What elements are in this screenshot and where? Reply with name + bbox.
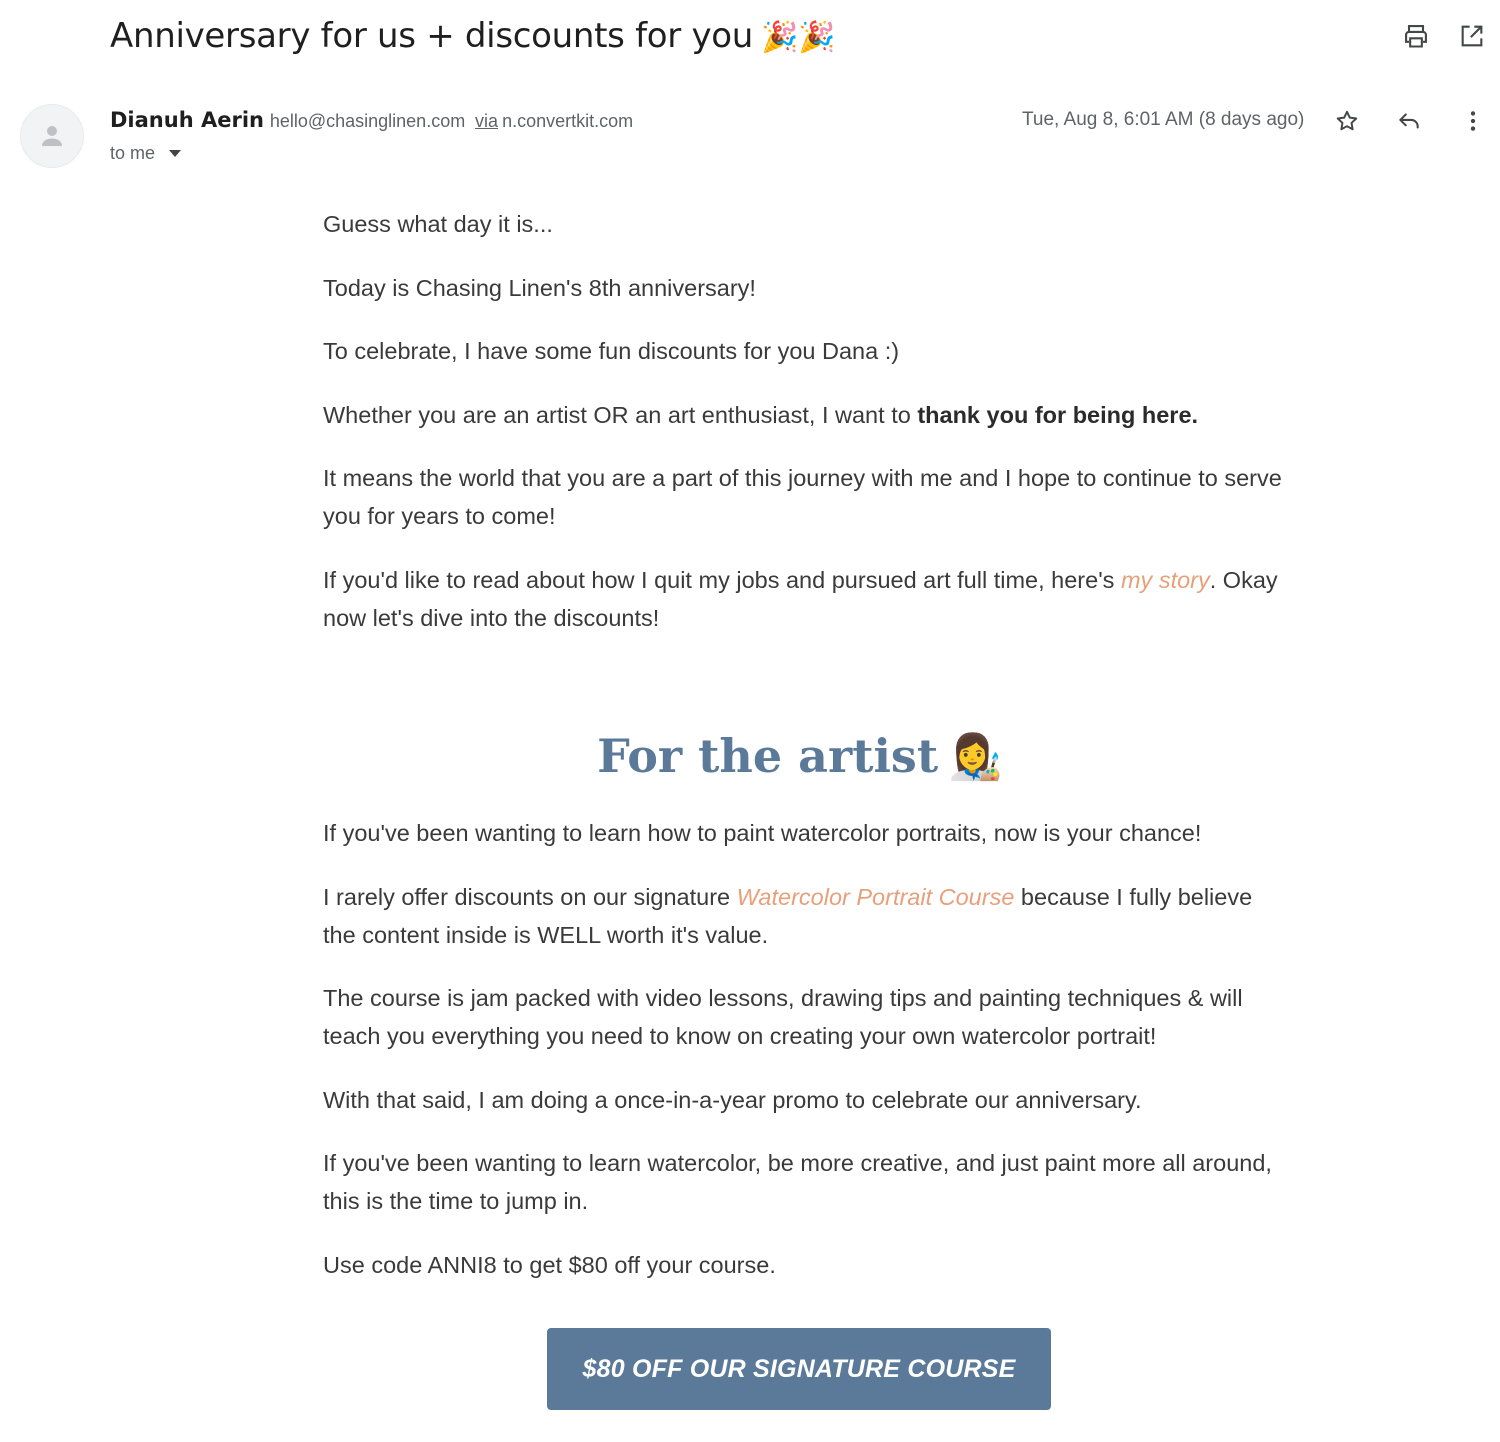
body-paragraph [323, 561, 1283, 637]
body-paragraph: The course is jam packed with video lessons, drawing tips and painting techniques & will teach you everything you need to know on creating your own watercolor portrait! [323, 985, 1243, 1049]
sender-name[interactable]: Dianuh Aerin [110, 108, 264, 132]
body-paragraph: If you've been wanting to learn watercolor, be more creative, and just paint more all around, this is the time to jump in. [323, 1150, 1272, 1214]
email-date: Tue, Aug 8, 6:01 AM (8 days ago) [1022, 109, 1305, 130]
body-text: I rarely offer discounts on our signature [323, 883, 737, 910]
print-icon[interactable] [1400, 20, 1432, 52]
body-paragraph: Guess what day it is... [323, 211, 553, 237]
person-icon [37, 121, 67, 151]
sender-email: hello@chasinglinen.com [269, 111, 466, 131]
body-paragraph: To celebrate, I have some fun discounts for you Dana :) [323, 338, 900, 364]
body-paragraph: It means the world that you are a part of this journey with me and I hope to continue to serve you for years to come! [323, 465, 1282, 529]
body-paragraph: Today is Chasing Linen's 8th anniversary! [323, 274, 756, 301]
body-text: Whether you are an artist OR an art enthusiast, I want to [323, 401, 918, 428]
subject-row [110, 12, 1500, 68]
party-popper-emoji: 🎉🎉 [761, 20, 836, 55]
email-body-intro [323, 205, 1283, 662]
cta-label: $80 OFF OUR SIGNATURE COURSE [582, 1354, 1016, 1383]
recipient-details-toggle[interactable] [110, 140, 181, 166]
recipient-label: to me [110, 143, 156, 163]
watercolor-course-link[interactable]: Watercolor Portrait Course [736, 883, 1015, 910]
body-paragraph: With that said, I am doing a once-in-a-year promo to celebrate our anniversary. [323, 1086, 1142, 1113]
body-text: because I fully believe the content inside is WELL worth it's value. [323, 883, 1253, 948]
body-text: . [1191, 401, 1199, 428]
subject-text: Anniversary for us + discounts for you [110, 16, 754, 56]
email-body-artist [323, 814, 1283, 1309]
body-paragraph: Use code ANNI8 to get $80 off your course. [323, 1251, 776, 1278]
reply-icon[interactable] [1392, 104, 1426, 138]
body-paragraph [323, 878, 1283, 954]
discount-cta-button[interactable] [547, 1328, 1051, 1410]
star-icon[interactable] [1330, 104, 1364, 138]
body-bold-text: thank you for being here [917, 401, 1192, 428]
my-story-link[interactable]: my story [1120, 566, 1210, 593]
sender-avatar[interactable] [20, 104, 84, 168]
body-paragraph: If you've been wanting to learn how to paint watercolor portraits, now is your chance! [323, 820, 1202, 846]
body-text: If you'd like to read about how I quit my jobs and pursued art full time, here's [323, 566, 1121, 593]
section-title-text: For the artist [597, 729, 939, 783]
body-text: . Okay now let's dive into the discounts! [323, 566, 1278, 631]
chevron-down-icon [169, 150, 181, 157]
open-in-new-window-icon[interactable] [1456, 20, 1488, 52]
section-heading [0, 724, 1500, 790]
via-host: n.convertkit.com [502, 111, 634, 131]
body-paragraph [323, 396, 1283, 434]
artist-emoji: 👩‍🎨 [948, 732, 1003, 783]
more-vert-icon[interactable] [1456, 104, 1490, 138]
sender-line [110, 104, 633, 137]
via-link[interactable]: via [475, 111, 499, 131]
email-subject [110, 12, 835, 62]
